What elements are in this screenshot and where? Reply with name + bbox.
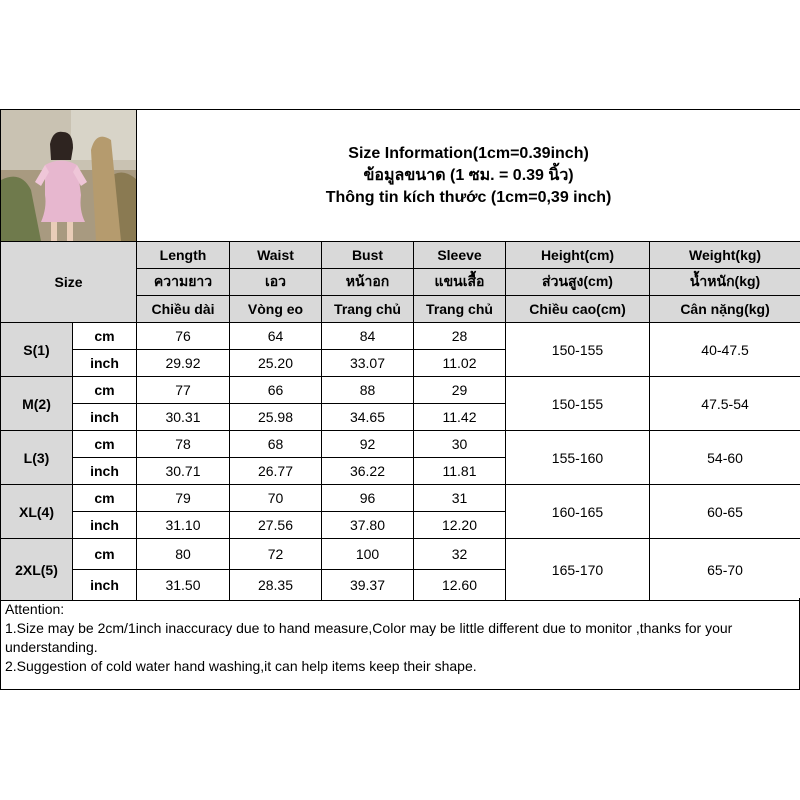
cell-height: 150-155 [506, 323, 650, 377]
cell-height: 150-155 [506, 377, 650, 431]
header-sleeve-vi: Trang chủ [414, 296, 506, 323]
cell-bust-cm: 100 [322, 539, 414, 570]
header-length-vi: Chiều dài [137, 296, 230, 323]
cell-length-inch: 31.50 [137, 570, 230, 601]
title-block [137, 110, 800, 242]
header-length-th: ความยาว [137, 269, 230, 296]
cell-bust-inch: 39.37 [322, 570, 414, 601]
unit-cm: cm [73, 377, 137, 404]
header-bust-th: หน้าอก [322, 269, 414, 296]
cell-sleeve-inch: 11.81 [414, 458, 506, 485]
cell-bust-inch: 33.07 [322, 350, 414, 377]
cell-length-cm: 76 [137, 323, 230, 350]
cell-waist-cm: 72 [230, 539, 322, 570]
model-photo-icon [1, 110, 137, 241]
cell-length-cm: 79 [137, 485, 230, 512]
header-bust-en: Bust [322, 242, 414, 269]
cell-length-cm: 78 [137, 431, 230, 458]
header-weight-en: Weight(kg) [650, 242, 800, 269]
cell-waist-cm: 64 [230, 323, 322, 350]
attention-note [0, 598, 800, 690]
cell-height: 160-165 [506, 485, 650, 539]
cell-bust-cm: 92 [322, 431, 414, 458]
header-bust-vi: Trang chủ [322, 296, 414, 323]
title-english: Size Information(1cm=0.39inch) [348, 144, 589, 162]
size-label-2xl: 2XL(5) [1, 539, 73, 601]
unit-inch: inch [73, 512, 137, 539]
header-height-th: ส่วนสูง(cm) [506, 269, 650, 296]
cell-length-inch: 29.92 [137, 350, 230, 377]
cell-length-cm: 80 [137, 539, 230, 570]
size-header: Size [1, 242, 137, 323]
cell-sleeve-cm: 31 [414, 485, 506, 512]
cell-bust-inch: 34.65 [322, 404, 414, 431]
size-label-xl: XL(4) [1, 485, 73, 539]
header-waist-vi: Vòng eo [230, 296, 322, 323]
unit-inch: inch [73, 570, 137, 601]
cell-weight: 60-65 [650, 485, 800, 539]
cell-waist-cm: 68 [230, 431, 322, 458]
attention-heading: Attention: [5, 601, 65, 617]
header-weight-vi: Cân nặng(kg) [650, 296, 800, 323]
product-photo [1, 110, 137, 242]
cell-waist-inch: 26.77 [230, 458, 322, 485]
header-sleeve-th: แขนเสื้อ [414, 269, 506, 296]
unit-inch: inch [73, 350, 137, 377]
cell-weight: 40-47.5 [650, 323, 800, 377]
header-weight-th: น้ำหนัก(kg) [650, 269, 800, 296]
cell-waist-inch: 25.98 [230, 404, 322, 431]
size-label-s: S(1) [1, 323, 73, 377]
size-chart [0, 109, 800, 691]
cell-bust-cm: 96 [322, 485, 414, 512]
cell-sleeve-cm: 29 [414, 377, 506, 404]
cell-bust-cm: 84 [322, 323, 414, 350]
cell-length-inch: 30.31 [137, 404, 230, 431]
unit-cm: cm [73, 539, 137, 570]
cell-weight: 47.5-54 [650, 377, 800, 431]
size-label-l: L(3) [1, 431, 73, 485]
cell-length-inch: 30.71 [137, 458, 230, 485]
cell-sleeve-inch: 11.02 [414, 350, 506, 377]
cell-height: 165-170 [506, 539, 650, 601]
attention-line-2: 2.Suggestion of cold water hand washing,it can help items keep their shape. [5, 658, 477, 674]
unit-cm: cm [73, 323, 137, 350]
title-thai: ข้อมูลขนาด (1 ซม. = 0.39 นิ้ว) [363, 166, 574, 184]
cell-waist-inch: 25.20 [230, 350, 322, 377]
cell-bust-cm: 88 [322, 377, 414, 404]
cell-sleeve-inch: 11.42 [414, 404, 506, 431]
title-vietnamese: Thông tin kích thước (1cm=0,39 inch) [325, 188, 612, 206]
cell-waist-cm: 66 [230, 377, 322, 404]
header-waist-th: เอว [230, 269, 322, 296]
cell-bust-inch: 37.80 [322, 512, 414, 539]
cell-length-cm: 77 [137, 377, 230, 404]
header-height-vi: Chiều cao(cm) [506, 296, 650, 323]
size-table [0, 109, 800, 601]
header-height-en: Height(cm) [506, 242, 650, 269]
cell-sleeve-inch: 12.60 [414, 570, 506, 601]
cell-waist-cm: 70 [230, 485, 322, 512]
cell-length-inch: 31.10 [137, 512, 230, 539]
cell-sleeve-cm: 28 [414, 323, 506, 350]
size-label-m: M(2) [1, 377, 73, 431]
unit-inch: inch [73, 404, 137, 431]
unit-inch: inch [73, 458, 137, 485]
unit-cm: cm [73, 431, 137, 458]
cell-weight: 65-70 [650, 539, 800, 601]
header-waist-en: Waist [230, 242, 322, 269]
cell-height: 155-160 [506, 431, 650, 485]
cell-sleeve-inch: 12.20 [414, 512, 506, 539]
cell-sleeve-cm: 32 [414, 539, 506, 570]
cell-waist-inch: 27.56 [230, 512, 322, 539]
cell-bust-inch: 36.22 [322, 458, 414, 485]
attention-line-1: 1.Size may be 2cm/1inch inaccuracy due to hand measure,Color may be little different due to monitor ,thanks for your understanding. [5, 620, 733, 655]
cell-sleeve-cm: 30 [414, 431, 506, 458]
header-length-en: Length [137, 242, 230, 269]
cell-waist-inch: 28.35 [230, 570, 322, 601]
unit-cm: cm [73, 485, 137, 512]
cell-weight: 54-60 [650, 431, 800, 485]
header-sleeve-en: Sleeve [414, 242, 506, 269]
